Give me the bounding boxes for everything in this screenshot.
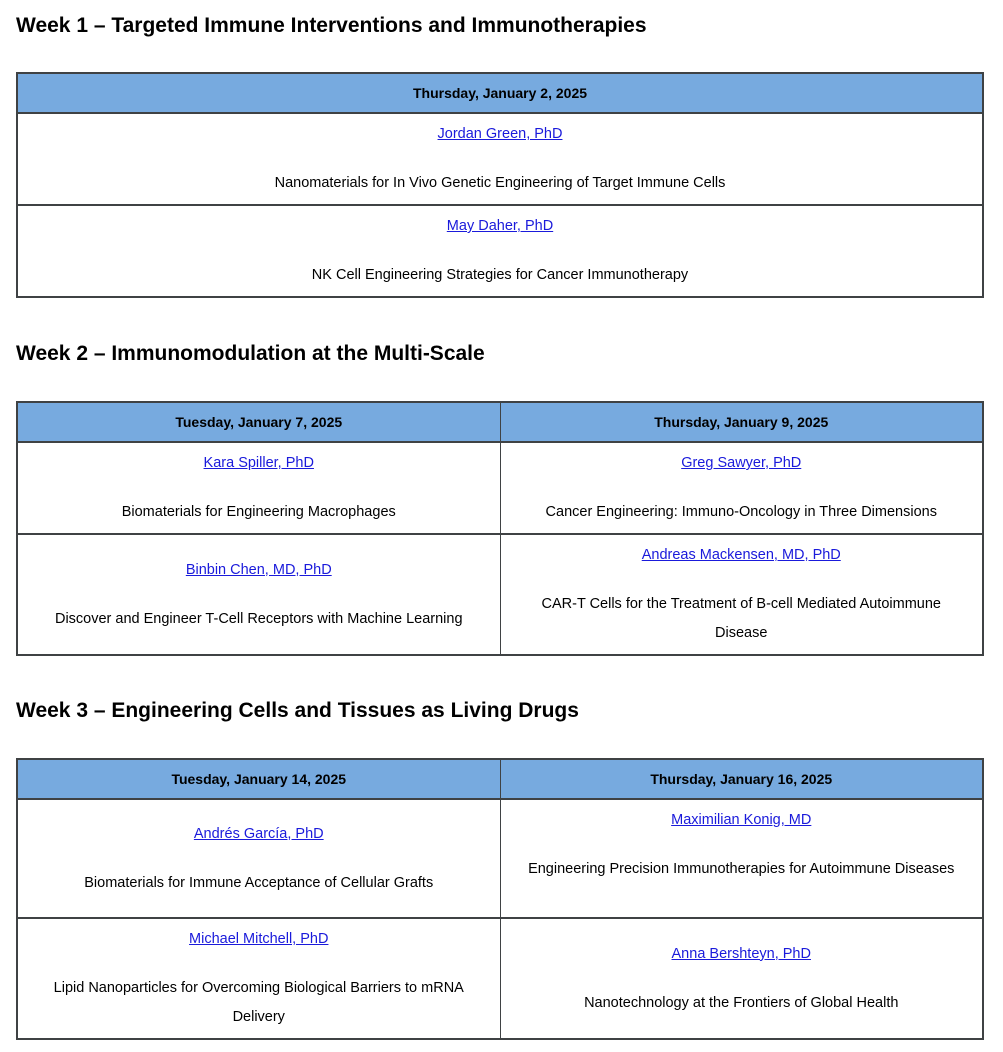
day-header: Thursday, January 9, 2025: [500, 402, 983, 442]
speaker-link[interactable]: May Daher, PhD: [446, 218, 554, 234]
speaker-link[interactable]: Maximilian Konig, MD: [671, 812, 812, 828]
table-row: [17, 113, 983, 205]
session-cell: [17, 442, 500, 534]
session-cell: [17, 534, 500, 655]
session-cell: [17, 799, 500, 918]
speaker-link[interactable]: Greg Sawyer, PhD: [681, 455, 802, 471]
speaker-link[interactable]: Michael Mitchell, PhD: [189, 931, 329, 947]
talk-title: Nanotechnology at the Frontiers of Global Health: [584, 994, 899, 1011]
talk-title: Cancer Engineering: Immuno-Oncology in Three Dimensions: [545, 504, 937, 520]
talk-title: Lipid Nanoparticles for Overcoming Biological Barriers to mRNA Delivery: [53, 980, 464, 1025]
talk-title: Biomaterials for Engineering Macrophages: [121, 504, 396, 520]
session-cell: [500, 442, 983, 534]
talk-title: Biomaterials for Immune Acceptance of Cellular Grafts: [84, 874, 434, 891]
speaker-link[interactable]: Andreas Mackensen, MD, PhD: [641, 547, 841, 563]
week-1-table: [16, 72, 984, 298]
talk-title: Engineering Precision Immunotherapies for Autoimmune Diseases: [528, 861, 955, 877]
day-header: Thursday, January 16, 2025: [500, 759, 983, 799]
week-2-heading: Week 2 – Immunomodulation at the Multi-Scale: [16, 342, 485, 365]
day-header: Tuesday, January 7, 2025: [17, 402, 500, 442]
speaker-link[interactable]: Jordan Green, PhD: [437, 126, 563, 142]
talk-title: Discover and Engineer T-Cell Receptors with Machine Learning: [54, 610, 463, 627]
table-row: [17, 442, 983, 534]
talk-title: NK Cell Engineering Strategies for Cancer Immunotherapy: [311, 267, 689, 283]
speaker-link[interactable]: Binbin Chen, MD, PhD: [185, 561, 332, 578]
talk-title: CAR-T Cells for the Treatment of B-cell Mediated Autoimmune Disease: [541, 596, 941, 641]
table-row: [17, 205, 983, 297]
talk-title: Nanomaterials for In Vivo Genetic Engineering of Target Immune Cells: [274, 175, 726, 191]
day-header: Thursday, January 2, 2025: [17, 73, 983, 113]
week-2-table: [16, 401, 984, 656]
speaker-link[interactable]: Anna Bershteyn, PhD: [671, 945, 811, 962]
speaker-link[interactable]: Kara Spiller, PhD: [203, 455, 314, 471]
table-row: [17, 799, 983, 918]
session-cell: [17, 205, 983, 297]
table-row: [17, 534, 983, 655]
week-3-heading: Week 3 – Engineering Cells and Tissues as Living Drugs: [16, 699, 579, 722]
week-1-heading: Week 1 – Targeted Immune Interventions and Immunotherapies: [16, 14, 647, 37]
session-cell: [500, 534, 983, 655]
session-cell: [500, 799, 983, 918]
session-cell: [17, 918, 500, 1039]
speaker-link[interactable]: Andrés García, PhD: [193, 825, 324, 842]
week-3-table: [16, 758, 984, 1040]
session-cell: [17, 113, 983, 205]
session-cell: [500, 918, 983, 1039]
table-row: [17, 918, 983, 1039]
day-header: Tuesday, January 14, 2025: [17, 759, 500, 799]
